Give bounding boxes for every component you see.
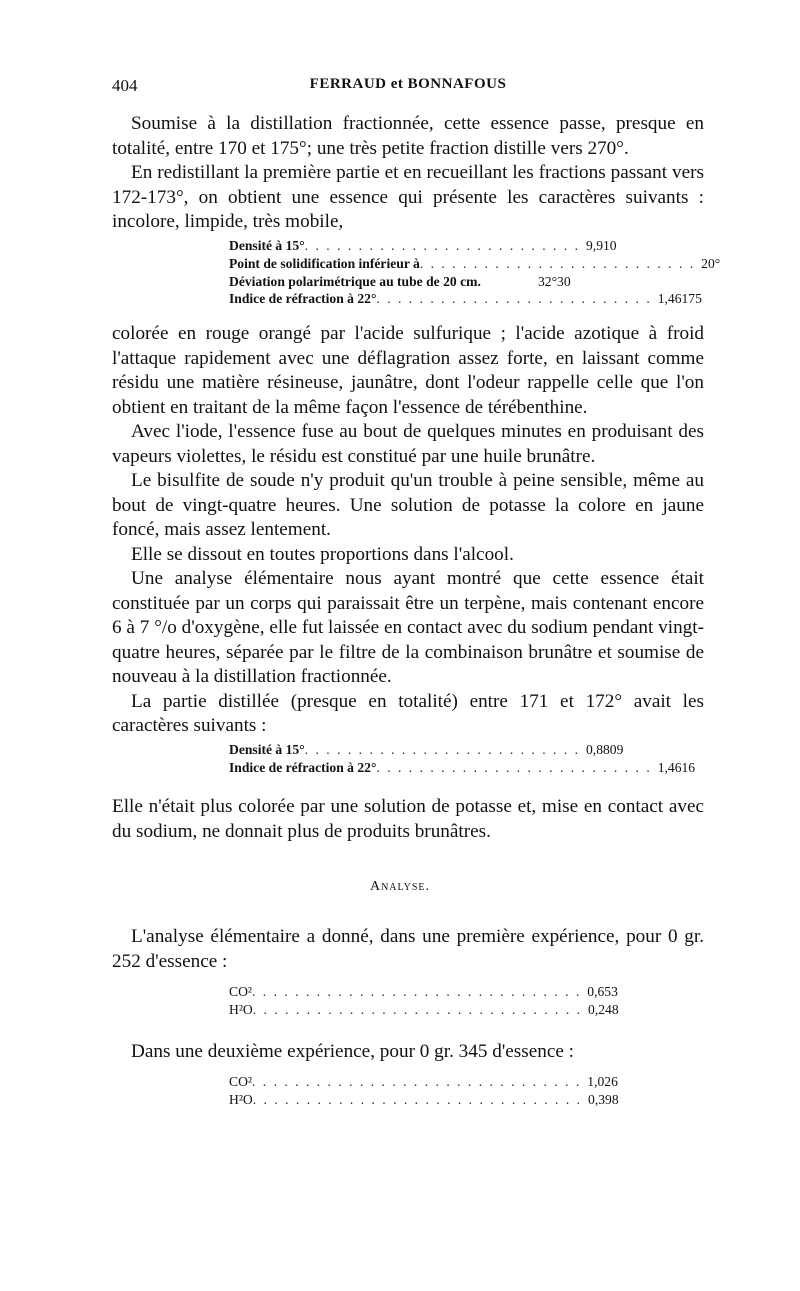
paragraph: Soumise à la distillation fractionnée, cette essence passe, presque en totalité, entre 170 et 175°; une très petite fraction distille vers 270°.	[112, 113, 704, 159]
analysis-text-block	[112, 925, 704, 974]
second-experiment-text	[112, 1040, 704, 1065]
table-row: Point de solidification inférieur à . . . . . . . . . . . . . . . . . . . . . . . . . . 20°	[229, 255, 584, 273]
table-row: H²O . . . . . . . . . . . . . . . . . . . . . . . . . . . . . . . 0,398	[229, 1091, 584, 1109]
paragraph: Elle se dissout en toutes proportions dans l'alcool.	[131, 543, 514, 565]
table-row	[229, 273, 584, 291]
row-label: Déviation polarimétrique au tube de 20 cm.	[229, 273, 481, 289]
row-value: 9,910	[586, 238, 617, 253]
row-value: 0,248	[588, 1001, 619, 1017]
paragraph: Une analyse élémentaire nous ayant montré que cette essence était constituée par un corps qui paraissait être un terpène, mais contenant encore 6 à 7 °/o d'oxygène, elle fut laissée en contact avec du sodium pendant vingt-quatre heures, séparée par le filtre de la combinaison brunâtre et soumise de nouveau à la distillation fractionnée.	[112, 568, 704, 687]
table-row: CO² . . . . . . . . . . . . . . . . . . . . . . . . . . . . . . . 1,026	[229, 1073, 584, 1091]
paragraph: En redistillant la première partie et en recueillant les fractions passant vers 172-173°, on obtient une essence qui présente les caractères suivants : incolore, limpide, très mobile,	[112, 162, 704, 232]
paragraph: Le bisulfite de soude n'y produit qu'un trouble à peine sensible, même au bout de vingt-quatre heures. Une solution de potasse la colore en jaune foncé, mais assez lentement.	[112, 470, 704, 540]
row-value: 32°30	[538, 273, 571, 289]
page-header	[112, 76, 704, 100]
analysis-table-1	[229, 983, 619, 1019]
row-value: 0,653	[587, 984, 618, 999]
row-label: Indice de réfraction à 22°	[229, 291, 377, 307]
running-title: FERRAUD et BONNAFOUS	[309, 76, 507, 92]
row-label: Point de solidification inférieur à	[229, 255, 420, 271]
row-value: 0,8809	[586, 742, 624, 757]
paragraph: La partie distillée (presque en totalité) entre 171 et 172° avait les caractères suivants :	[112, 690, 704, 736]
row-label: Densité à 15°	[229, 742, 305, 757]
paragraph: Elle n'était plus colorée par une solution de potasse et, mise en contact avec du sodium, ne donnait plus de produits brunâtres.	[112, 796, 704, 842]
table-row: Indice de réfraction à 22° . . . . . . . . . . . . . . . . . . . . . . . . . . 1,46175	[229, 291, 702, 307]
table-row: Densité à 15° . . . . . . . . . . . . . . . . . . . . . . . . . . 9,910	[229, 237, 584, 255]
table-row: Indice de réfraction à 22° . . . . . . . . . . . . . . . . . . . . . . . . . . 1,4616	[229, 759, 584, 777]
properties-table-2	[229, 741, 696, 777]
paragraph: Avec l'iode, l'essence fuse au bout de quelques minutes en produisant des vapeurs violettes, le résidu est constitué par une huile brunâtre.	[112, 421, 704, 467]
paragraph: L'analyse élémentaire a donné, dans une première expérience, pour 0 gr. 252 d'essence :	[112, 926, 704, 972]
table-row: Densité à 15° . . . . . . . . . . . . . . . . . . . . . . . . . . 0,8809	[229, 741, 584, 759]
paragraph: colorée en rouge orangé par l'acide sulfurique ; l'acide azotique à froid l'attaque rapidement avec une déflagration assez forte, en laissant comme résidu une matière résineuse, jaunâtre, dont l'odeur rappelle celle que l'on obtient en traitant de la même façon l'essence de térébenthine.	[112, 323, 704, 418]
row-value: 1,46175	[657, 291, 702, 307]
row-value: 0,398	[588, 1091, 619, 1107]
table-row: H²O . . . . . . . . . . . . . . . . . . . . . . . . . . . . . . . 0,248	[229, 1001, 584, 1019]
row-value: 1,4616	[657, 759, 696, 775]
conclusion-text-block	[112, 795, 704, 844]
row-label: H²O	[229, 1091, 253, 1107]
section-heading: Analyse.	[369, 879, 431, 894]
row-label: CO²	[229, 1074, 252, 1089]
analysis-table-2	[229, 1073, 619, 1109]
paragraph: Dans une deuxième expérience, pour 0 gr. 345 d'essence :	[131, 1041, 575, 1062]
row-value: 20°	[701, 255, 721, 271]
row-label: H²O	[229, 1001, 253, 1017]
row-label: CO²	[229, 984, 252, 999]
row-label: Densité à 15°	[229, 238, 305, 253]
row-label: Indice de réfraction à 22°	[229, 759, 377, 775]
properties-table-1	[229, 237, 721, 308]
description-text-block	[112, 322, 704, 739]
page-number: 404	[112, 76, 138, 95]
table-row: CO² . . . . . . . . . . . . . . . . . . . . . . . . . . . . . . . 0,653	[229, 983, 584, 1001]
intro-text-block	[112, 112, 704, 235]
row-value: 1,026	[587, 1074, 618, 1089]
